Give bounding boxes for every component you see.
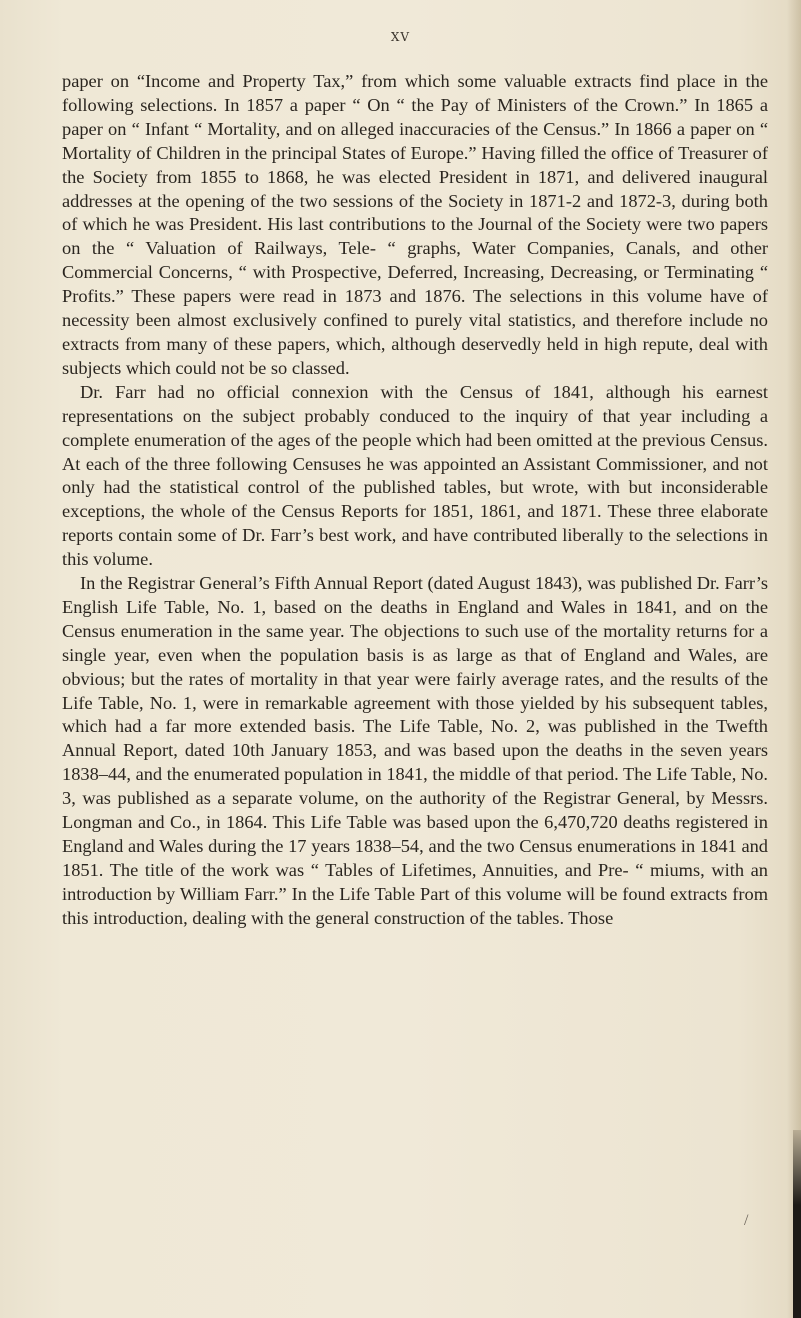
- paragraph-census-1841: Dr. Farr had no official connexion with the Census of 1841, although his earnest representations on the subject probably conduced to the inquiry of that year including a complete enumeration of the ages of the people which had been omitted at the previous Census. At each of the three following Censuses he was appointed an Assistant Commissioner, and not only had the statistical control of the published tables, but wrote, with but inconsiderable exceptions, the whole of the Census Reports for 1851, 1861, and 1871. These three elaborate reports contain some of Dr. Farr’s best work, and have contributed liberally to the selections in this volume.: [62, 381, 768, 570]
- paragraph-income-tax: paper on “Income and Property Tax,” from which some valuable extracts find place in the following selections. In 1857 a paper “ On “ the Pay of Ministers of the Crown.” In 1865 a paper on “ Infant “ Mortality, and on alleged inaccuracies of the Census.” In 1866 a paper on “ Mortality of Children in the principal States of Europe.” Having filled the office of Treasurer of the Society from 1855 to 1868, he was elected President in 1871, and delivered inaugural addresses at the opening of the two sessions of the Society in 1871-2 and 1872-3, during both of which he was President. His last contributions to the Journal of the Society were two papers on the “ Valuation of Railways, Tele- “ graphs, Water Companies, Canals, and other Commercial Concerns, “ with Prospective, Deferred, Increasing, Decreasing, or Terminating “ Profits.” These papers were read in 1873 and 1876. The selections in this volume have of necessity been almost exclusively confined to purely vital statistics, and therefore include no extracts from many of these papers, which, although deservedly held in high repute, deal with subjects which could not be so classed.: [62, 71, 768, 378]
- body-text: [62, 70, 768, 931]
- page-edge-shadow: [787, 0, 801, 1318]
- page-edge-binding: [793, 1130, 801, 1318]
- page-number: XV: [390, 30, 411, 44]
- paragraph-life-tables: In the Registrar General’s Fifth Annual Report (dated August 1843), was published Dr. Farr’s English Life Table, No. 1, based on the deaths in England and Wales in 1841, and on the Census enumeration in the same year. The objections to such use of the mortality returns for a single year, even when the population basis is as large as that of England and Wales, are obvious; but the rates of mortality in that year were fairly average rates, and the results of the Life Table, No. 1, were in remarkable agreement with those yielded by his subsequent tables, which had a far more extended basis. The Life Table, No. 2, was published in the Twefth Annual Report, dated 10th January 1853, and was based upon the deaths in the seven years 1838–44, and the enumerated population in 1841, the middle of that period. The Life Table, No. 3, was published as a separate volume, on the authority of the Registrar General, by Messrs. Longman and Co., in 1864. This Life Table was based upon the 6,470,720 deaths registered in England and Wales during the 17 years 1838–54, and the two Census enumerations in 1841 and 1851. The title of the work was “ Tables of Lifetimes, Annuities, and Pre- “ miums, with an introduction by William Farr.” In the Life Table Part of this volume will be found extracts from this introduction, dealing with the general construction of the tables. Those: [62, 573, 768, 928]
- stray-pencil-mark: /: [744, 1212, 749, 1229]
